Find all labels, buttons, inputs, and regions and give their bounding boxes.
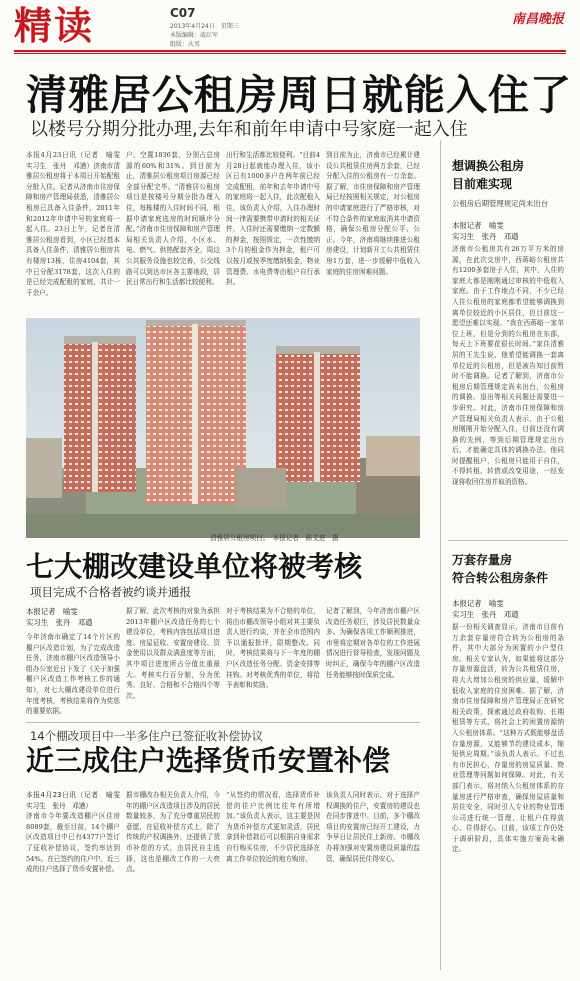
story2-headline: 七大棚改建设单位将被考核 [26,550,363,583]
story3-kicker: 14个棚改项目中一半多住户已签征收补偿协议 [30,729,264,743]
story2-column-1: 今年济南市确定了14个片区的棚户区改造计划，为了完成改造任务，济南市棚户区改造领导小组办公室近日下发了《关于加强棚户区改造工作考核工作的通知》，对七大棚改建设单位进行年度考核，考核结果将作为奖惩的重要依据。 [26,633,120,716]
sidebar-rule [440,140,441,970]
story2-subhead: 项目完成不合格者被约谈并通报 [30,585,191,599]
story-divider [26,722,420,723]
sidebar1-body: 济南市公租房共有26万平方米的房源，在此次交房中，西蒋峪公租房共有1200多套房子入住，其中，入住的家庭大都是刚刚通过审核的中低收入家庭。由于工作地点不同，不少已经入住公租房的家庭都希望能够调换到离单位较近的小区居住，但目前这一愿望还难以实现。“我在西蒋峪一家单位上班，但是分到的公租房在东部，每天上下班要花很长时间。”家住清雅居的王先生说，他希望能调换一套离单位近的公租房，但是被告知目前暂时不能调换。记者了解到，济南市公租房后期管理规定尚未出台，公租房的调换、退出等相关问题还需要进一步研究。对此，济南市住房保障和房产管理局相关负责人表示，由于公租房刚刚开始分配入住，目前还没有调换的先例，等到后期管理规定出台后，才能确定具体的调换办法。他同时提醒租户，公租房只能用于自住，不得转租、转借或改变用途，一经发现将收回住房并取消资格。 [452,245,564,487]
lead-subhead: 以楼号分期分批办理,去年和前年申请中号家庭一起入住 [30,119,468,140]
newspaper-logo: 南昌晚报 [511,12,564,27]
story3-column-3: “从签约的情况看，选择货币补偿的住户比例比往年有所增加。”该负责人表示，这主要是因为货币补偿方式更加灵活，居民拿到补偿款后可以根据自身需求自行购买住房，不少居民选择在离工作单位较近的地方购房。 [226,791,320,863]
lead-headline: 清雅居公租房周日就能入住了 [26,71,572,119]
lead-column-2: 户，空置1836套，分别占总房源的60%和31%。到目前为止，清雅居公租房项目房源已经全部分配完毕。“清雅居公租房项目是按楼号分期分批办理入住，每栋楼的入住时间不同，根据申请家庭选房的时间顺序分配。”济南市住房保障和房产管理局相关负责人介绍，小区水、电、燃气、供热配套齐全，周边公共服务设施也较完善，公交线路可以到达市区各主要地段，居民日常出行和生活都比较便利。 [126,151,220,287]
sidebar2-body: 据一份相关调查显示，济南市目前有万余套存量房符合转为公租房的条件，其中大部分为闲置的小户型住房。相关专家认为，如果能将这部分存量房源盘活，转为公共租赁住房，将大大增加公租房的供应量，缓解中低收入家庭的住房困难。据了解，济南市住房保障和房产管理局正在研究相关政策，探索通过政府收购、长期租赁等方式，将社会上的闲置房源纳入公租房体系。“这种方式既能够盘活存量房源，又能够节约建设成本，缩短供应周期。”该负责人表示。不过也有市民担心，存量房的房屋质量、物业管理等问题如何保障。对此，有关部门表示，将对纳入公租房体系的存量房进行严格审查，确保房屋质量和居住安全，同时引入专业的物业管理公司进行统一管理，让租户住得放心、住得舒心。目前，该项工作仍处于调研阶段，具体实施方案尚未确定。 [452,623,564,854]
story3-headline: 近三成住户选择货币安置补偿 [26,744,391,777]
lead-photo [26,318,420,538]
masthead-editor: 本版编辑：戚红军 [170,32,219,39]
lead-column-4: 到目前为止，济南市已经累计建设公共租赁住房两万余套，已经分配入住的公租房有一万余套。据了解，市住房保障和房产管理局已经按照相关规定，对公租房的申请家庭进行了严格审核，对不符合条件的家庭取消其申请资格，确保公租房分配公平、公正。今年，济南将继续推进公租房建设，计划新开工公共租赁住房1万套，进一步缓解中低收入家庭的住房困难问题。 [326,151,420,276]
story3-column-1 [26,790,127,974]
masthead-date: 2013年4月24日 星期三 [170,23,239,30]
sidebar2-title-line1: 万套存量房 [452,553,513,567]
story3-column-1-text: 济南市今年要改造棚户区住房8089套，截至目前，14个棚户区改造项目中已有4377户签订了征收补偿协议，签约率达到54%。在已签约的住户中，近三成的住户选择了货币安置补偿。 [26,812,120,874]
story2-column-3: 对于考核结果为不合格的单位，将由市棚改领导小组对其主要负责人进行约谈，并在全市范围内予以通报批评，限期整改。同时，考核结果将与下一年度的棚户区改造任务分配、资金安排等挂钩。对考核优秀的单位，将给予表彰和奖励。 [226,607,320,690]
photo-caption: 清雅居公租房项目。 本报记者 陈文进 摄 [210,534,339,542]
sidebar1-title-line1: 想调换公租房 [452,159,525,173]
lead-column-3: 出行和生活都比较便利。“目前4月28日起就能办理入住，该小区已有1000多户在两年前已经完成配租，前年和去年申请中号的家庭将一起入住，此次配租入住，该负责人介绍，入住办理时间一律需要携带申请时的相关证件，入住时还需要缴纳一定数额的押金，按照规定，一次性缴纳3个月的租金作为押金，租户可以按月或按季度缴纳租金，物业管理费、水电费等由租户自行承担。 [226,151,320,287]
masthead-layout: 组版：庆男 [170,41,201,48]
sidebar1-subtitle: 公租房后期管理规定尚未出台 [452,199,549,208]
story3-byline: 本报4月23日讯（记者 喻雯 实习生 张丹 邓遒） [26,791,127,810]
sidebar2-byline-1: 本报记者 喻雯 [452,599,504,608]
sidebar1-byline-1: 本报记者 喻雯 [452,221,504,230]
masthead-rule-thin [14,53,566,54]
sidebar2-byline-2: 实习生 张丹 邓遒 [452,610,519,619]
story3-column-4: 该负责人同时表示，对于选择产权调换的住户，安置房的建设也在同步推进中。目前，多个棚改项目的安置房已经开工建设，力争早日让居民住上新房。市棚改办将加强对安置房建设质量的监管，确保居民住得安心。 [326,791,420,863]
lead-column-1: 本报4月23日讯（记者 喻雯 实习生 张丹 邓遒）济南市清雅居公租房将于本周日开始配租分批入住。记者从济南市住房保障和房产管理局获悉，清雅居公租房已具备入住条件，2011年和2012年申请中号的家庭将一起入住。23日上午，记者在清雅居公租房看到，小区已经基本具备入住条件，清雅居公租房共有楼房13栋，住房4104套，其中已分配3178套，这次入住的是已经完成配租的家庭，共计一千余户。 [26,151,127,297]
story3-column-2: 据市棚改办相关负责人介绍，今年的棚户区改造项目涉及的居民数量较多，为了充分尊重居民的意愿，在征收补偿方式上，除了传统的产权调换外，还提供了货币补偿的方式，由居民自主选择，这也是棚改工作的一大亮点。 [126,791,220,874]
story2-column-2: 据了解，此次考核的对象为承担2013年棚户区改造任务的七个建设单位，考核内容包括项目进度、房屋征收、安置房建设、资金使用以及群众满意度等方面，其中项目进度所占分值比重最大。考核实行百分制，分为优秀、良好、合格和不合格四个等次。 [126,607,220,700]
page-number: C07 [170,6,196,20]
sidebar-divider [448,540,568,541]
sidebar2-title-line2: 符合转公租房条件 [452,571,549,585]
story2-column-4: 记者了解到，今年济南市棚户区改造任务艰巨，涉及居民数量众多。为确保各项工作顺利推进，市里将定期对各单位的工作进展情况进行督导检查，发现问题及时纠正，确保今年的棚户区改造任务能够按时保质完成。 [326,607,420,679]
masthead-rule [14,50,566,52]
sidebar1-byline-2: 实习生 张丹 邓遒 [452,232,519,241]
section-brand: 精读 [14,4,95,48]
sidebar1-title-line2: 目前难实现 [452,177,513,191]
story2-byline-1: 本报记者 喻雯 [26,607,78,616]
story2-byline-2: 实习生 张丹 邓遒 [26,618,93,627]
